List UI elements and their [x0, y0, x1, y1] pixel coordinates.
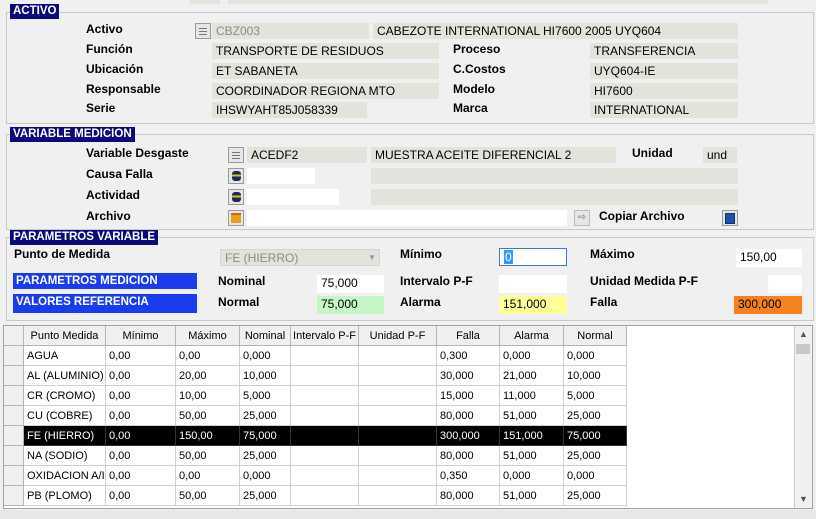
table-cell[interactable]: [291, 486, 359, 506]
scroll-up-icon[interactable]: ▲: [799, 329, 808, 339]
chevron-down-icon: ▼: [368, 253, 376, 262]
table-cell[interactable]: 5,000: [240, 386, 291, 406]
causa-description-field[interactable]: [371, 168, 738, 184]
table-cell[interactable]: 0,00: [106, 426, 176, 446]
table-cell[interactable]: [291, 386, 359, 406]
database-icon: [232, 192, 241, 202]
row-selector[interactable]: [4, 426, 24, 446]
puntos-medida-grid[interactable]: [3, 325, 813, 509]
ccostos-label: C.Costos: [453, 62, 506, 76]
table-cell[interactable]: 0,00: [106, 486, 176, 506]
top-toolbar-stub: [190, 0, 220, 4]
table-cell[interactable]: 50,00: [176, 406, 240, 426]
ubicacion-field[interactable]: ET SABANETA: [212, 63, 439, 79]
falla-field[interactable]: 300,000: [734, 296, 802, 314]
funcion-label: Función: [86, 42, 133, 56]
serie-field[interactable]: IHSWYAHT85J058339: [212, 102, 367, 118]
archivo-label: Archivo: [86, 209, 131, 223]
table-cell[interactable]: 80,000: [437, 446, 500, 466]
serie-label: Serie: [86, 101, 116, 115]
parametros-variable-title: PARAMETROS VARIABLE: [10, 230, 158, 245]
table-cell[interactable]: [291, 366, 359, 386]
database-icon: [232, 171, 241, 181]
table-cell[interactable]: 0,00: [106, 466, 176, 486]
responsable-field[interactable]: COORDINADOR REGIONA MTO: [212, 83, 439, 99]
vertical-scrollbar[interactable]: [794, 326, 812, 508]
top-field-stub: [228, 0, 768, 4]
table-cell[interactable]: [359, 486, 437, 506]
variable-desgaste-label: Variable Desgaste: [86, 146, 189, 160]
table-cell[interactable]: 0,00: [106, 406, 176, 426]
scroll-down-icon[interactable]: ▼: [799, 494, 808, 504]
row-selector[interactable]: [4, 486, 24, 506]
table-cell[interactable]: [291, 466, 359, 486]
table-cell[interactable]: 0,00: [106, 346, 176, 366]
table-cell[interactable]: 10,000: [240, 366, 291, 386]
row-selector[interactable]: [4, 466, 24, 486]
list-icon: [232, 152, 240, 159]
minimo-field[interactable]: [499, 248, 567, 266]
table-cell[interactable]: 0,00: [176, 346, 240, 366]
nominal-field[interactable]: 75,000: [317, 275, 384, 293]
table-cell[interactable]: 50,00: [176, 486, 240, 506]
table-cell[interactable]: 11,000: [500, 386, 564, 406]
ccostos-field[interactable]: UYQ604-IE: [590, 63, 738, 79]
proceso-label: Proceso: [453, 42, 501, 56]
column-header[interactable]: Normal: [564, 326, 627, 346]
table-cell[interactable]: 150,00: [176, 426, 240, 446]
table-cell[interactable]: [359, 426, 437, 446]
responsable-label: Responsable: [86, 82, 161, 96]
table-cell[interactable]: 25,000: [240, 486, 291, 506]
table-cell[interactable]: 0,350: [437, 466, 500, 486]
table-cell[interactable]: 0,000: [500, 466, 564, 486]
variable-description-field[interactable]: MUESTRA ACEITE DIFERENCIAL 2: [371, 147, 616, 163]
table-cell[interactable]: [291, 406, 359, 426]
normal-field[interactable]: 75,000: [317, 296, 384, 314]
copiar-archivo-label: Copiar Archivo: [599, 209, 685, 223]
column-header[interactable]: Nominal: [240, 326, 291, 346]
activo-lookup-button[interactable]: [195, 23, 211, 39]
table-cell[interactable]: 0,300: [437, 346, 500, 366]
variable-lookup-button[interactable]: [228, 147, 244, 163]
table-cell[interactable]: 20,00: [176, 366, 240, 386]
table-cell[interactable]: OXIDACION A/I: [24, 466, 106, 486]
table-cell[interactable]: 25,000: [240, 446, 291, 466]
alarma-field[interactable]: 151,000: [499, 296, 567, 314]
table-cell[interactable]: 25,000: [564, 446, 627, 466]
table-cell[interactable]: 0,000: [564, 466, 627, 486]
table-cell[interactable]: 51,000: [500, 486, 564, 506]
archivo-field[interactable]: [247, 210, 567, 226]
ubicacion-label: Ubicación: [86, 62, 144, 76]
nominal-label: Nominal: [218, 274, 266, 288]
arrow-icon: ⇨: [577, 212, 587, 223]
actividad-label: Actividad: [86, 188, 141, 202]
actividad-code-field[interactable]: [247, 189, 339, 205]
table-cell[interactable]: 75,000: [564, 426, 627, 446]
minimo-value: 0: [505, 250, 512, 264]
row-selector[interactable]: [4, 386, 24, 406]
grid-corner: [4, 326, 24, 346]
unidad-medida-label: Unidad Medida P-F: [590, 274, 698, 288]
minimo-label: Mínimo: [400, 247, 442, 261]
table-cell[interactable]: 21,000: [500, 366, 564, 386]
variable-medicion-title: VARIABLE MEDICION: [10, 127, 135, 142]
punto-medida-label: Punto de Medida: [14, 247, 110, 261]
table-cell[interactable]: 0,00: [106, 446, 176, 466]
table-cell[interactable]: 25,000: [564, 406, 627, 426]
table-cell[interactable]: 25,000: [564, 486, 627, 506]
causa-lookup-button[interactable]: [228, 168, 244, 184]
table-cell[interactable]: FE (HIERRO): [24, 426, 106, 446]
marca-field[interactable]: INTERNATIONAL: [590, 102, 738, 118]
column-header[interactable]: Máximo: [176, 326, 240, 346]
table-cell[interactable]: 25,000: [240, 406, 291, 426]
table-cell[interactable]: 15,000: [437, 386, 500, 406]
parametros-medicion-bar: PARAMETROS MEDICION: [13, 273, 197, 289]
table-cell[interactable]: [359, 386, 437, 406]
copy-file-icon: [725, 213, 735, 224]
table-cell[interactable]: 0,000: [240, 346, 291, 366]
table-cell[interactable]: 10,000: [564, 366, 627, 386]
table-cell[interactable]: 51,000: [500, 446, 564, 466]
table-cell[interactable]: [359, 366, 437, 386]
falla-label: Falla: [590, 295, 618, 309]
table-cell[interactable]: 75,000: [240, 426, 291, 446]
table-cell[interactable]: [359, 406, 437, 426]
table-cell[interactable]: 0,00: [106, 386, 176, 406]
unidad-label: Unidad: [632, 146, 673, 160]
bottom-strip: [0, 510, 816, 519]
copiar-archivo-button[interactable]: [722, 210, 738, 226]
table-cell[interactable]: CU (COBRE): [24, 406, 106, 426]
punto-medida-select[interactable]: [220, 249, 380, 266]
activo-label: Activo: [86, 22, 123, 36]
table-cell[interactable]: 0,000: [564, 346, 627, 366]
table-cell[interactable]: 80,000: [437, 406, 500, 426]
table-cell[interactable]: 30,000: [437, 366, 500, 386]
table-cell[interactable]: [291, 346, 359, 366]
table-cell[interactable]: [291, 426, 359, 446]
actividad-description-field[interactable]: [371, 189, 738, 205]
archivo-open-button[interactable]: [228, 210, 244, 226]
table-cell[interactable]: NA (SODIO): [24, 446, 106, 466]
causa-falla-label: Causa Falla: [86, 167, 153, 181]
column-header[interactable]: Mínimo: [106, 326, 176, 346]
funcion-field[interactable]: TRANSPORTE DE RESIDUOS: [212, 43, 439, 59]
row-selector[interactable]: [4, 406, 24, 426]
table-cell[interactable]: 50,00: [176, 446, 240, 466]
table-cell[interactable]: 151,000: [500, 426, 564, 446]
alarma-label: Alarma: [400, 295, 441, 309]
table-cell[interactable]: [291, 446, 359, 466]
punto-medida-value: FE (HIERRO): [225, 251, 299, 265]
maximo-label: Máximo: [590, 247, 635, 261]
table-cell[interactable]: 80,000: [437, 486, 500, 506]
column-header[interactable]: Punto Medida: [24, 326, 106, 346]
open-folder-icon: [231, 213, 241, 223]
activo-code-field[interactable]: CBZ003: [212, 23, 369, 39]
unidad-field[interactable]: und: [703, 147, 737, 163]
column-header[interactable]: Intervalo P-F: [291, 326, 359, 346]
normal-label: Normal: [218, 295, 260, 309]
table-cell[interactable]: 51,000: [500, 406, 564, 426]
table-cell[interactable]: CR (CROMO): [24, 386, 106, 406]
table-cell[interactable]: [359, 446, 437, 466]
column-header[interactable]: Falla: [437, 326, 500, 346]
actividad-lookup-button[interactable]: [228, 189, 244, 205]
column-header[interactable]: Alarma: [500, 326, 564, 346]
table-cell[interactable]: [359, 346, 437, 366]
table-cell[interactable]: 300,000: [437, 426, 500, 446]
unidad-medida-field[interactable]: [768, 275, 802, 293]
activo-title: ACTIVO: [10, 4, 59, 19]
activo-description-field[interactable]: CABEZOTE INTERNATIONAL HI7600 2005 UYQ604: [373, 23, 738, 39]
table-cell[interactable]: 5,000: [564, 386, 627, 406]
scroll-thumb[interactable]: [796, 344, 810, 354]
modelo-field[interactable]: HI7600: [590, 83, 738, 99]
intervalo-label: Intervalo P-F: [400, 274, 473, 288]
table-cell[interactable]: 10,00: [176, 386, 240, 406]
variable-code-field[interactable]: ACEDF2: [247, 147, 367, 163]
modelo-label: Modelo: [453, 82, 495, 96]
table-cell[interactable]: 0,00: [176, 466, 240, 486]
table-cell[interactable]: AL (ALUMINIO): [24, 366, 106, 386]
marca-label: Marca: [453, 101, 488, 115]
causa-code-field[interactable]: [247, 168, 315, 184]
table-cell[interactable]: AGUA: [24, 346, 106, 366]
table-cell[interactable]: 0,00: [106, 366, 176, 386]
row-selector[interactable]: [4, 366, 24, 386]
intervalo-field[interactable]: [499, 275, 567, 293]
proceso-field[interactable]: TRANSFERENCIA: [590, 43, 738, 59]
archivo-clear-button[interactable]: [574, 210, 590, 226]
table-cell[interactable]: PB (PLOMO): [24, 486, 106, 506]
column-header[interactable]: Unidad P-F: [359, 326, 437, 346]
list-icon: [199, 28, 207, 35]
table-cell[interactable]: 0,000: [500, 346, 564, 366]
table-cell[interactable]: 0,000: [240, 466, 291, 486]
table-cell[interactable]: [359, 466, 437, 486]
row-selector[interactable]: [4, 446, 24, 466]
maximo-field[interactable]: 150,00: [736, 249, 802, 267]
row-selector[interactable]: [4, 346, 24, 366]
valores-referencia-bar: VALORES REFERENCIA: [13, 294, 197, 313]
